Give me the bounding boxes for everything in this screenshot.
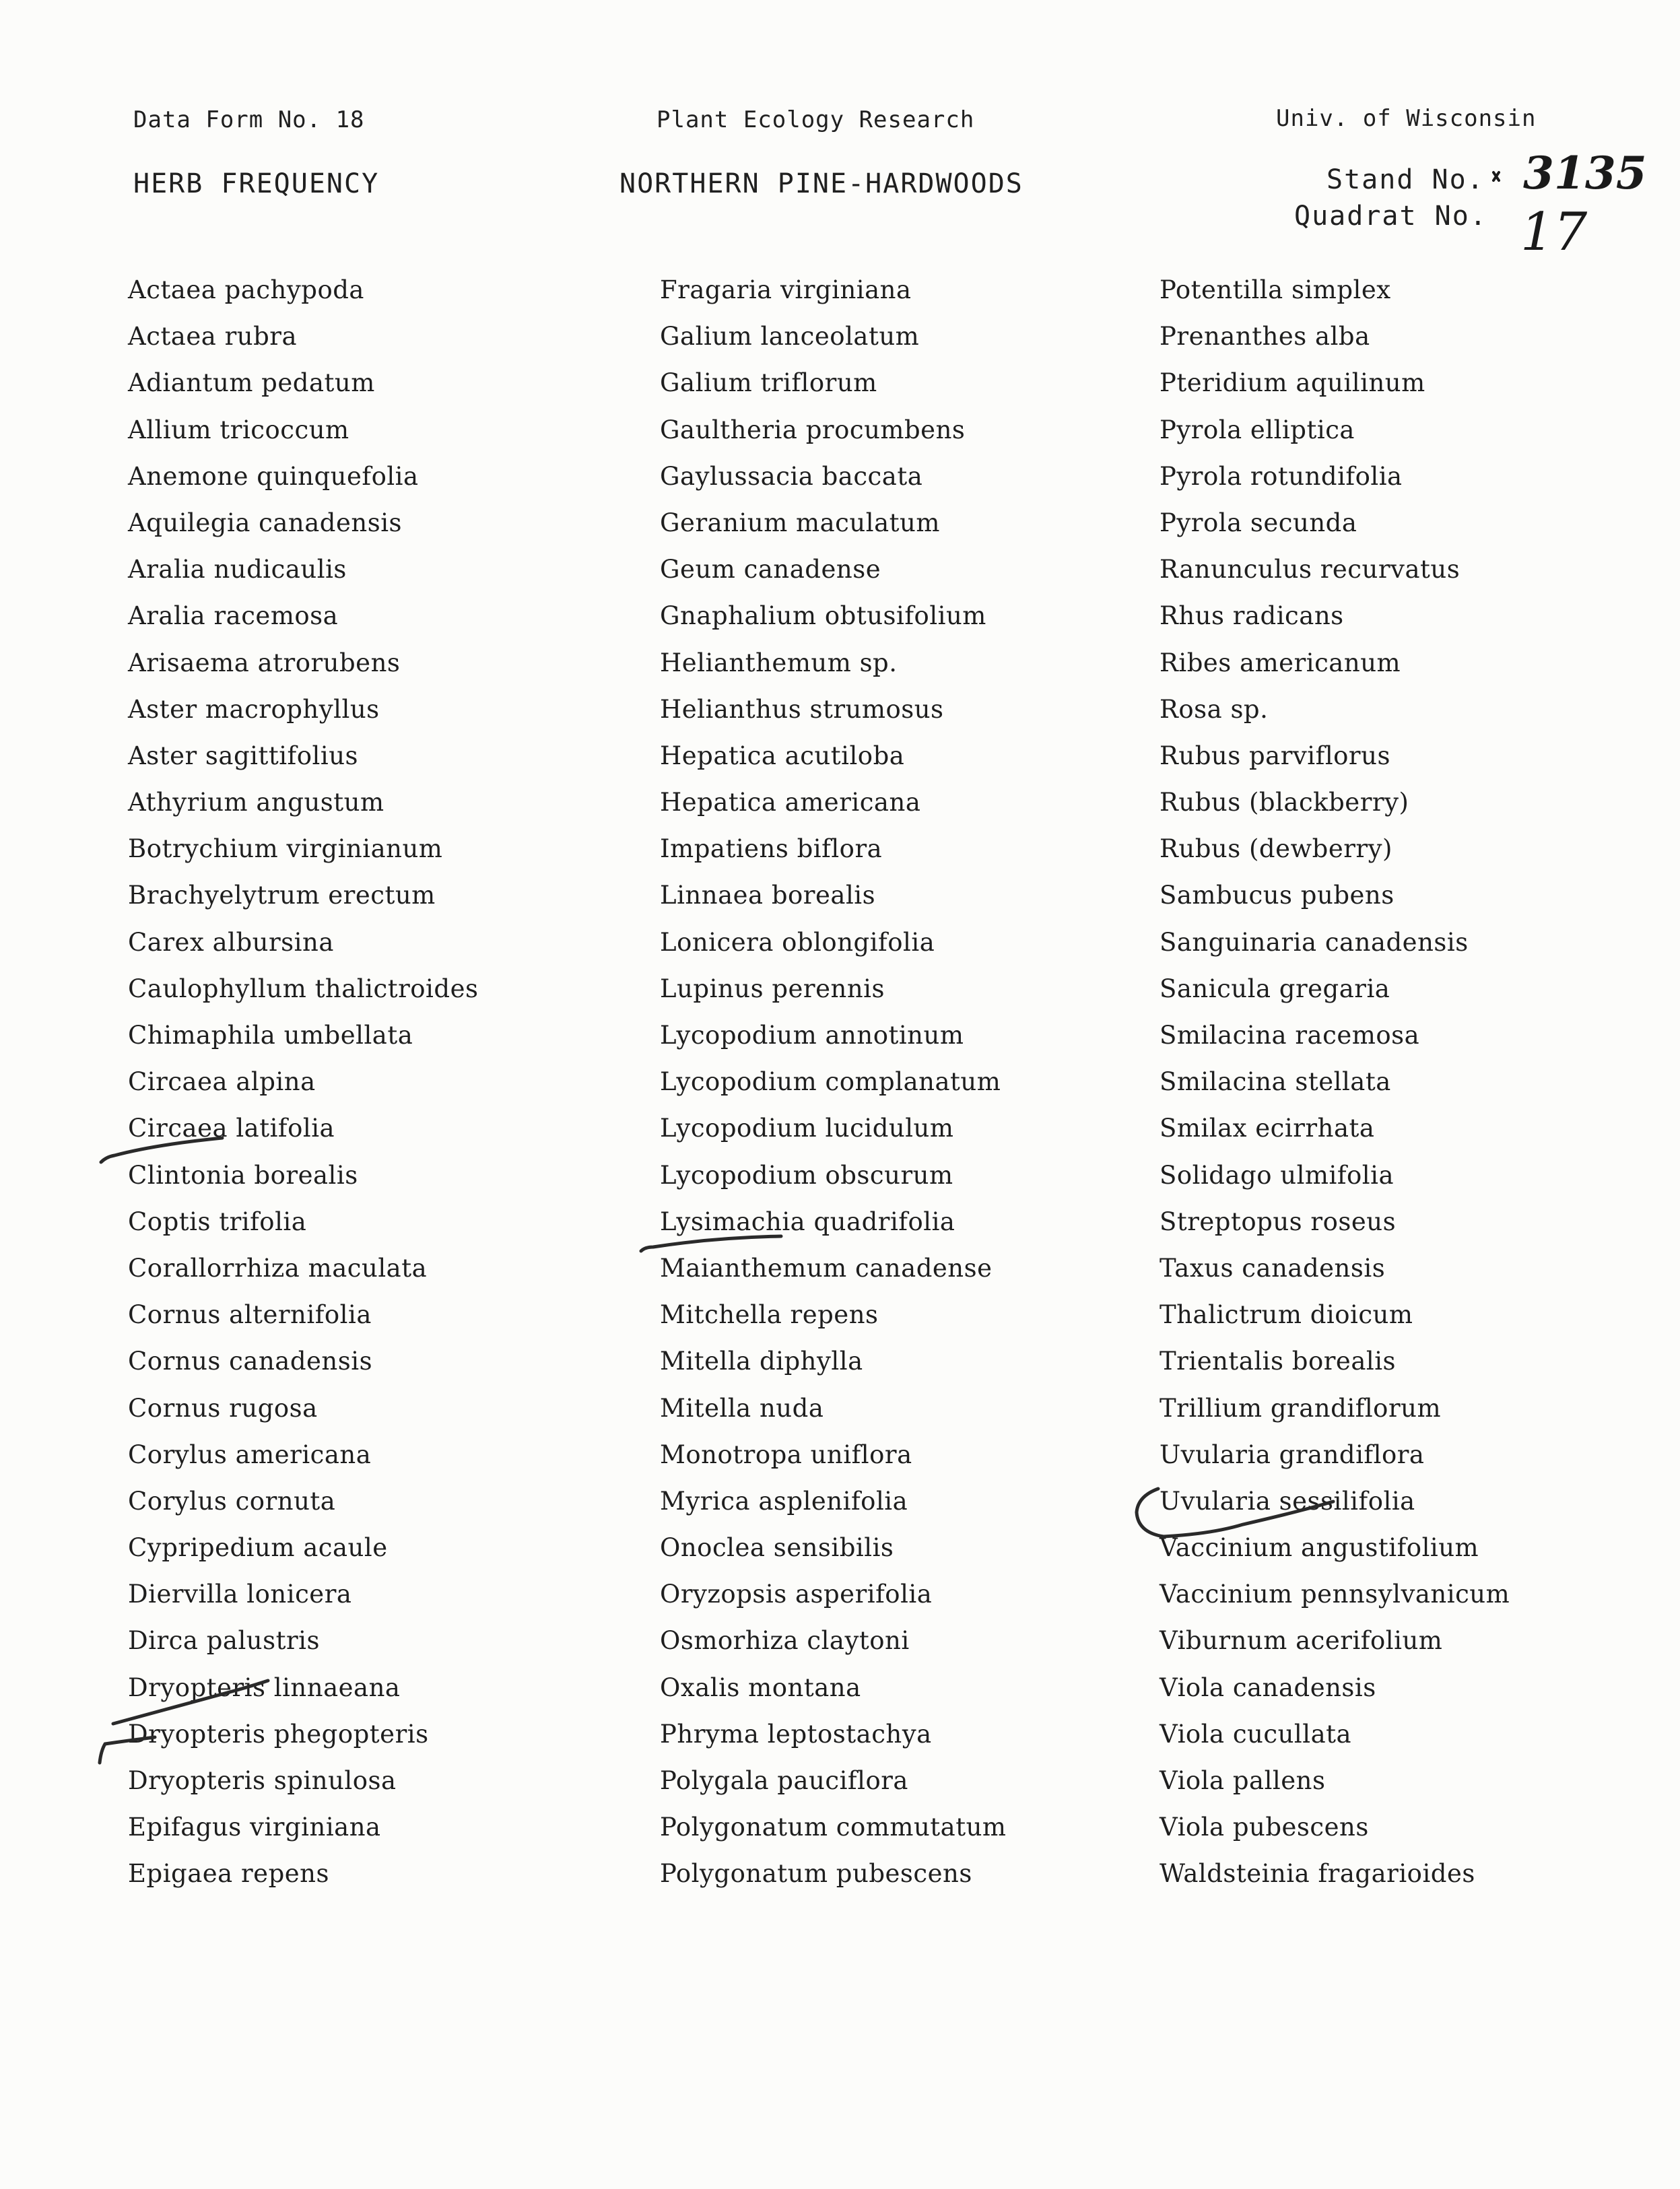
species-item: Trillium grandiflorum	[1160, 1393, 1442, 1423]
species-item: Rhus radicans	[1160, 601, 1344, 631]
species-item: Osmorhiza claytoni	[660, 1626, 910, 1656]
species-item: Arisaema atrorubens	[128, 648, 401, 677]
species-column-3	[1160, 272, 1671, 1903]
species-item: Pteridium aquilinum	[1160, 368, 1425, 398]
species-item: Aralia racemosa	[128, 601, 339, 631]
species-item: Aralia nudicaulis	[128, 555, 347, 584]
species-item: Rubus (blackberry)	[1160, 788, 1409, 817]
species-item: Oryzopsis asperifolia	[660, 1580, 933, 1609]
species-item: Lycopodium obscurum	[660, 1160, 953, 1190]
species-item: Monotropa uniflora	[660, 1440, 912, 1469]
species-item: Carex albursina	[128, 927, 334, 957]
species-item: Coptis trifolia	[128, 1207, 307, 1236]
species-item: Galium triflorum	[660, 368, 877, 398]
species-item: Rubus (dewberry)	[1160, 834, 1392, 864]
species-item: Hepatica americana	[660, 788, 921, 817]
species-item: Galium lanceolatum	[660, 322, 920, 351]
species-item: Helianthemum sp.	[660, 648, 898, 677]
species-item-checked: Uvularia sessilifolia	[1160, 1486, 1415, 1516]
community-title: NORTHERN PINE-HARDWOODS	[619, 168, 1023, 199]
species-item: Dryopteris linnaeana	[128, 1673, 401, 1702]
species-item: Diervilla lonicera	[128, 1580, 352, 1609]
species-item: Geranium maculatum	[660, 508, 940, 537]
species-item: Gaultheria procumbens	[660, 415, 966, 444]
species-item: Corylus cornuta	[128, 1486, 336, 1516]
organization-name: Plant Ecology Research	[657, 106, 975, 133]
stand-number-handwritten: 3135	[1523, 147, 1647, 199]
species-item: Ranunculus recurvatus	[1160, 555, 1460, 584]
species-item-checked: Dryopteris phegopteris	[128, 1719, 429, 1749]
species-item: Rosa sp.	[1160, 694, 1269, 724]
species-item: Viola pubescens	[1160, 1813, 1369, 1842]
species-item: Brachyelytrum erectum	[128, 881, 436, 910]
species-item: Smilax ecirrhata	[1160, 1114, 1375, 1143]
species-item: Adiantum pedatum	[128, 368, 375, 398]
stand-asterisk-mark	[1493, 172, 1499, 180]
species-item: Geum canadense	[660, 555, 881, 584]
species-item: Waldsteinia fragarioides	[1160, 1859, 1475, 1889]
species-item: Cornus rugosa	[128, 1393, 318, 1423]
species-item: Circaea alpina	[128, 1067, 316, 1097]
species-item: Gaylussacia baccata	[660, 461, 923, 491]
species-item: Cornus canadensis	[128, 1347, 373, 1376]
species-item: Thalictrum dioicum	[1160, 1300, 1413, 1330]
species-item-checked: Maianthemum canadense	[660, 1253, 993, 1283]
species-item: Phryma leptostachya	[660, 1719, 932, 1749]
species-item: Myrica asplenifolia	[660, 1486, 908, 1516]
species-item: Vaccinium pennsylvanicum	[1160, 1580, 1510, 1609]
quadrat-number-handwritten: 17	[1520, 202, 1588, 263]
species-item: Cypripedium acaule	[128, 1533, 388, 1563]
species-item: Polygala pauciflora	[660, 1766, 908, 1795]
species-item: Polygonatum pubescens	[660, 1859, 972, 1889]
species-item: Trientalis borealis	[1160, 1347, 1397, 1376]
species-item: Viola pallens	[1160, 1766, 1326, 1795]
species-item: Rubus parviflorus	[1160, 741, 1390, 770]
species-item: Pyrola rotundifolia	[1160, 461, 1403, 491]
species-item: Potentilla simplex	[1160, 275, 1391, 304]
species-item: Streptopus roseus	[1160, 1207, 1397, 1236]
species-column-1	[128, 272, 640, 1903]
species-column-2	[660, 272, 1172, 1903]
species-item: Ribes americanum	[1160, 648, 1401, 677]
species-item: Corallorrhiza maculata	[128, 1253, 428, 1283]
species-item: Solidago ulmifolia	[1160, 1160, 1395, 1190]
species-item: Epifagus virginiana	[128, 1813, 381, 1842]
species-item: Epigaea repens	[128, 1859, 329, 1889]
species-item: Onoclea sensibilis	[660, 1533, 894, 1563]
quadrat-label: Quadrat No.	[1294, 201, 1487, 232]
university-name: Univ. of Wisconsin	[1276, 105, 1537, 132]
form-number: Data Form No. 18	[133, 106, 365, 133]
species-item: Anemone quinquefolia	[128, 461, 419, 491]
species-item: Lupinus perennis	[660, 974, 885, 1003]
species-item: Impatiens biflora	[660, 834, 883, 864]
species-item: Linnaea borealis	[660, 881, 876, 910]
stand-label: Stand No.	[1326, 164, 1485, 195]
species-item: Uvularia grandiflora	[1160, 1440, 1425, 1469]
species-item: Athyrium angustum	[128, 788, 384, 817]
species-item: Cornus alternifolia	[128, 1300, 372, 1330]
species-item: Hepatica acutiloba	[660, 741, 905, 770]
species-item: Mitella diphylla	[660, 1347, 863, 1376]
species-item: Taxus canadensis	[1160, 1253, 1386, 1283]
species-item: Lonicera oblongifolia	[660, 927, 935, 957]
species-item: Oxalis montana	[660, 1673, 861, 1702]
species-item: Viola canadensis	[1160, 1673, 1376, 1702]
species-item: Chimaphila umbellata	[128, 1021, 413, 1050]
species-item: Pyrola secunda	[1160, 508, 1357, 537]
species-item: Caulophyllum thalictroides	[128, 974, 479, 1003]
species-item: Smilacina racemosa	[1160, 1021, 1420, 1050]
species-item: Aster sagittifolius	[128, 741, 359, 770]
species-item: Viburnum acerifolium	[1160, 1626, 1443, 1656]
species-item: Prenanthes alba	[1160, 322, 1370, 351]
species-item: Lycopodium lucidulum	[660, 1114, 954, 1143]
species-item: Actaea pachypoda	[128, 275, 364, 304]
species-item: Lysimachia quadrifolia	[660, 1207, 955, 1236]
species-item: Vaccinium angustifolium	[1160, 1533, 1479, 1563]
species-item: Corylus americana	[128, 1440, 372, 1469]
species-item: Dirca palustris	[128, 1626, 320, 1656]
species-item: Circaea latifolia	[128, 1114, 335, 1143]
species-item-checked: Dryopteris spinulosa	[128, 1766, 397, 1795]
species-item: Fragaria virginiana	[660, 275, 912, 304]
species-item: Helianthus strumosus	[660, 694, 944, 724]
species-item: Botrychium virginianum	[128, 834, 443, 864]
species-item: Allium tricoccum	[128, 415, 349, 444]
species-item: Sanguinaria canadensis	[1160, 927, 1469, 957]
species-item: Viola cucullata	[1160, 1719, 1352, 1749]
species-item: Lycopodium annotinum	[660, 1021, 964, 1050]
species-item: Actaea rubra	[128, 322, 298, 351]
species-item: Aquilegia canadensis	[128, 508, 403, 537]
species-item: Sambucus pubens	[1160, 881, 1395, 910]
species-item: Gnaphalium obtusifolium	[660, 601, 986, 631]
species-item: Sanicula gregaria	[1160, 974, 1390, 1003]
species-item: Mitella nuda	[660, 1393, 824, 1423]
species-item: Polygonatum commutatum	[660, 1813, 1007, 1842]
species-item: Lycopodium complanatum	[660, 1067, 1001, 1097]
species-item-checked: Clintonia borealis	[128, 1160, 358, 1190]
species-item: Aster macrophyllus	[128, 694, 380, 724]
species-item: Mitchella repens	[660, 1300, 879, 1330]
form-title: HERB FREQUENCY	[133, 168, 380, 199]
species-item: Smilacina stellata	[1160, 1067, 1391, 1097]
species-item: Pyrola elliptica	[1160, 415, 1355, 444]
